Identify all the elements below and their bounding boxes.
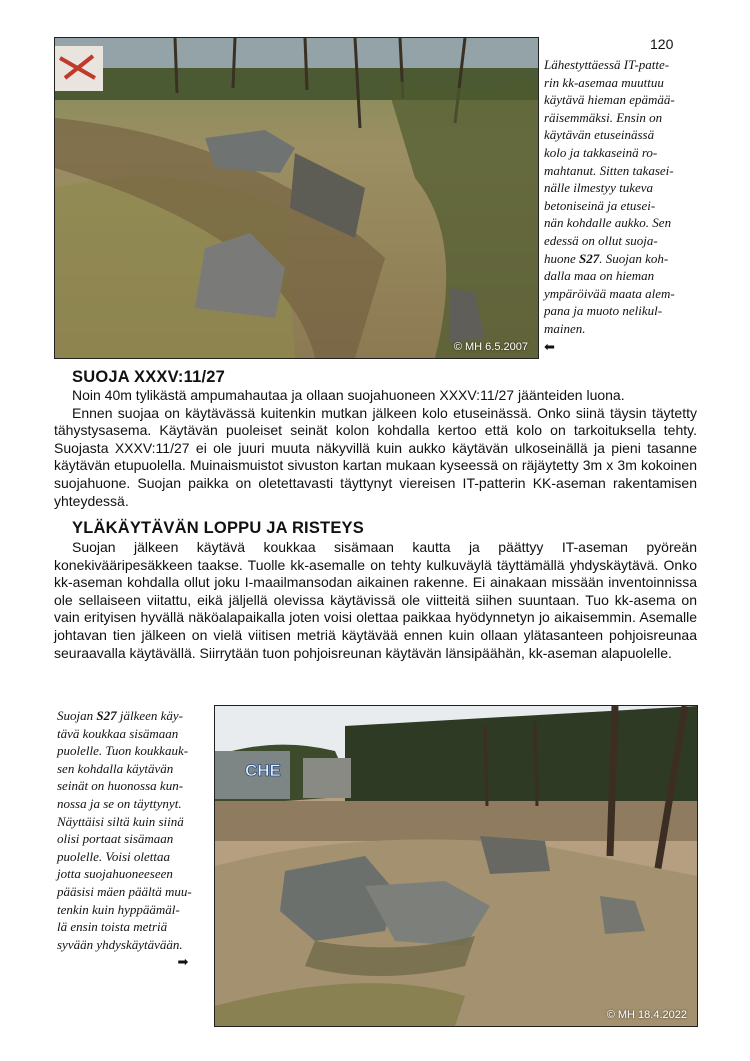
section-body-suoja xyxy=(54,387,697,510)
arrow-left-icon: ⬅ xyxy=(544,339,555,355)
caption-line: pana ja muoto nelikul- xyxy=(544,303,663,319)
arrow-right-icon: ➡ xyxy=(177,955,189,971)
caption-line: puolelle. Voisi olettaa xyxy=(57,848,171,864)
caption-line: lä ensin toista metriä xyxy=(57,919,168,935)
caption-line: . Suojan koh- xyxy=(599,250,669,266)
caption-line: Suojan xyxy=(57,708,94,723)
caption-line: Näyttäisi siltä kuin siinä xyxy=(57,813,184,829)
section-heading-ylakaytava: YLÄKÄYTÄVÄN LOPPU JA RISTEYS xyxy=(72,519,364,537)
caption-line: pääsisi mäen päältä muu- xyxy=(57,883,192,899)
caption-bold-ref: S27 xyxy=(579,250,600,266)
caption-line: nän kohdalle aukko. Sen xyxy=(544,215,672,231)
top-photo-credit: © MH 6.5.2007 xyxy=(453,341,528,353)
caption-line: käytävä hieman epämää- xyxy=(544,92,675,108)
caption-line: syvään yhdyskäytävään. xyxy=(57,936,183,952)
caption-line: mainen. xyxy=(544,320,586,336)
caption-line: tävä koukkaa sisämaan xyxy=(57,725,179,741)
paragraph: Noin 40m tylikästä ampumahautaa ja ollaan suojahuoneen XXXV:11/27 jäänteiden luona. xyxy=(72,387,625,403)
caption-line: nälle ilmestyy tukeva xyxy=(544,180,654,196)
caption-line: mahtanut. Sitten takasei- xyxy=(544,162,674,178)
caption-line: nossa ja se on täyttynyt. xyxy=(57,795,182,811)
bottom-caption xyxy=(57,707,209,972)
caption-line: jälkeen käy- xyxy=(119,708,184,723)
page-number: 120 xyxy=(650,36,674,52)
bottom-photo xyxy=(214,705,698,1027)
bottom-photo-image xyxy=(215,706,697,1026)
caption-line: seinät on huonossa kun- xyxy=(57,778,184,794)
caption-line: edessä on ollut suoja- xyxy=(544,232,658,248)
caption-line: puolelle. Tuon koukkauk- xyxy=(57,743,189,759)
graffiti-text: CHE xyxy=(245,761,281,780)
caption-line: olisi portaat sisämaan xyxy=(57,831,174,847)
caption-line: räisemmäksi. Ensin on xyxy=(544,109,663,125)
caption-line: tenkin kuin hyppäämäl- xyxy=(57,901,180,917)
paragraph: Suojan jälkeen käytävä koukkaa sisämaan kautta ja päättyy IT-aseman pyöreän konekivääripesäkkeen taakse. Tuolle kk-asemalle on tehty kulkuväylä täyttämällä yhdyskäytävä. Onko kk-aseman kohdalla ollut joku I-maailmansodan aikainen rakenne. Ei ainakaan missään inventoinnissa ole sellaiseen viitattu, eikä jäljellä olevissa käytävissä ole viitteitä siihen suuntaan. Tuo kk-asema on vain erityisen hyvällä näköalapaikalla joten voisi olettaa paikkaa hyödynnetyn jo aikaisemmin. Asemalle johtavan tien jälkeen on vielä viitisen metriä käytävää ennen kuin ollaan ylätasanteen pohjoisreunaa seuraavalla käytävällä. Siirrytään tuon pohjoisreunan käytävän länsipäähän, kk-aseman alapuolelle. xyxy=(54,539,697,661)
top-caption xyxy=(544,56,694,356)
caption-line: ympäröivää maata alem- xyxy=(544,285,675,301)
caption-line: kolo ja takkaseinä ro- xyxy=(544,144,658,160)
section-heading-suoja: SUOJA XXXV:11/27 xyxy=(72,368,226,386)
paragraph: Ennen suojaa on käytävässä kuitenkin mutkan jälkeen kolo etuseinässä. Onko siinä täysin täytetty tähystysasema. Käytävän puoleiset seinät kolon kohdalla kertoo että kolo on tarkoituksella tehty. Suojasta XXXV:11/27 ei ole juuri muuta näkyvillä kuin aukko käytävän ulkoseinällä ja pieni tasanne käytävän etupuolella. Muinaismuistot sivuston kartan mukaan kyseessä on räjäytetty 3m x 3m kokoinen suojahuone. Suojan paikka on oletettavasti täyttynyt viereisen IT-patterin KK-aseman rakentamisen yhteydessä. xyxy=(54,404,697,509)
caption-line: sen kohdalla käytävän xyxy=(57,760,174,776)
caption-line: huone xyxy=(544,250,576,266)
caption-line: betoniseinä ja etusei- xyxy=(544,197,656,213)
caption-line: rin kk-asemaa muuttuu xyxy=(544,74,664,90)
bottom-photo-credit: © MH 18.4.2022 xyxy=(606,1009,687,1021)
top-photo-image xyxy=(55,38,538,358)
section-body-ylakaytava xyxy=(54,539,697,662)
top-photo xyxy=(54,37,539,359)
caption-line: jotta suojahuoneeseen xyxy=(57,866,173,882)
caption-line: käytävän etuseinässä xyxy=(544,127,655,143)
caption-line: Lähestyttäessä IT-patte- xyxy=(544,57,670,72)
caption-line: dalla maa on hieman xyxy=(544,268,655,284)
caption-bold-ref: S27 xyxy=(96,708,117,723)
